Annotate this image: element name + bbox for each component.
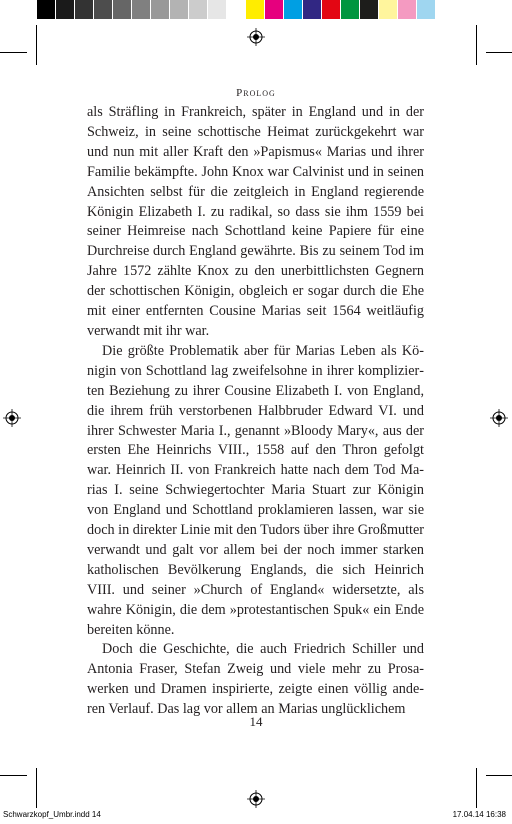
crop-mark-bottom-left-h bbox=[0, 775, 27, 776]
color-swatch bbox=[75, 0, 94, 19]
color-swatch bbox=[379, 0, 398, 19]
color-swatch bbox=[436, 0, 455, 19]
registration-mark-left-icon bbox=[3, 409, 21, 427]
crop-mark-bottom-right-v bbox=[476, 768, 477, 808]
color-swatch bbox=[37, 0, 56, 19]
crop-mark-top-right-h bbox=[486, 52, 512, 53]
color-bar bbox=[37, 0, 455, 19]
color-swatch bbox=[284, 0, 303, 19]
color-swatch bbox=[170, 0, 189, 19]
color-swatch bbox=[189, 0, 208, 19]
color-swatch bbox=[208, 0, 227, 19]
color-swatch bbox=[132, 0, 151, 19]
running-head: Prolog bbox=[236, 87, 276, 99]
color-swatch bbox=[322, 0, 341, 19]
crop-mark-bottom-left-v bbox=[36, 768, 37, 808]
color-swatch bbox=[227, 0, 246, 19]
color-swatch bbox=[265, 0, 284, 19]
slug-file-name: Schwarzkopf_Umbr.indd 14 bbox=[3, 810, 101, 819]
paragraph: Die größte Problematik aber für Marias Leben als Königin von Schottland lag zweifelsohne in ihrer komplizierten Beziehung zu ihrer Cousine Elizabeth I. von England, die ihrem früh verstorbenen Halbbruder Edward VI. und ihrer Schwester Maria I., genannt »Bloody Mary«, aus der ersten Ehe Heinrichs VIII., 1558 auf den Thron gefolgt war. Heinrich II. von Frankreich hatte nach dem Tod Marias I. seine Schwiegertochter Maria Stuart zur Königin von England und Schottland proklamieren lassen, war sie doch in direkter Linie mit den Tudors über ihre Großmutter verwandt und galt vor allem bei der noch immer starken katholischen Bevölkerung Englands, die sich Heinrich VIII. und seiner »Church of England« widersetzte, als wahre Königin, die dem »protestantischen Spuk« ein Ende bereiten könne. bbox=[87, 342, 424, 638]
page-number: 14 bbox=[249, 714, 263, 729]
color-swatch bbox=[398, 0, 417, 19]
color-swatch bbox=[56, 0, 75, 19]
crop-mark-top-left-v bbox=[36, 25, 37, 65]
color-swatch bbox=[417, 0, 436, 19]
crop-mark-bottom-right-h bbox=[486, 775, 512, 776]
color-swatch bbox=[303, 0, 322, 19]
paragraph: Doch die Geschichte, die auch Friedrich Schiller und Antonia Fraser, Stefan Zweig und viele mehr zu Prosawerken und Dramen inspirierte, zeigte einen völlig anderen Verlauf. Das lag vor allem an Marias unglücklichem bbox=[87, 641, 424, 718]
slug-timestamp: 17.04.14 16:38 bbox=[452, 810, 506, 819]
color-swatch bbox=[341, 0, 360, 19]
color-swatch bbox=[360, 0, 379, 19]
body-text bbox=[87, 103, 424, 720]
registration-mark-right-icon bbox=[490, 409, 508, 427]
crop-mark-top-left-h bbox=[0, 52, 27, 53]
registration-mark-top-icon bbox=[247, 28, 265, 46]
paragraph: als Sträfling in Frankreich, später in England und in der Schweiz, in seine schottische Heimat zurückgekehrt war und nun mit aller Kraft den »Papismus« Marias und ihrer Familie bekämpfte. John Knox war Calvinist und in seinen Ansichten selbst für die zeitgleich in England regierende Königin Elizabeth I. zu radikal, so dass sie ihm 1559 bei seiner Heimreise nach Schottland keine Papiere für eine Durchreise durch England gewährte. Bis zu seinem Tod im Jahre 1572 zählte Knox zu den unerbittlichsten Gegnern der schottischen Königin, obgleich er sogar durch die Ehe mit einer entfernten Cousine Marias seit 1564 weitläufig verwandt mit ihr war. bbox=[87, 104, 424, 339]
crop-mark-top-right-v bbox=[476, 25, 477, 65]
registration-mark-bottom-icon bbox=[247, 790, 265, 808]
color-swatch bbox=[246, 0, 265, 19]
color-swatch bbox=[94, 0, 113, 19]
color-swatch bbox=[113, 0, 132, 19]
color-swatch bbox=[151, 0, 170, 19]
